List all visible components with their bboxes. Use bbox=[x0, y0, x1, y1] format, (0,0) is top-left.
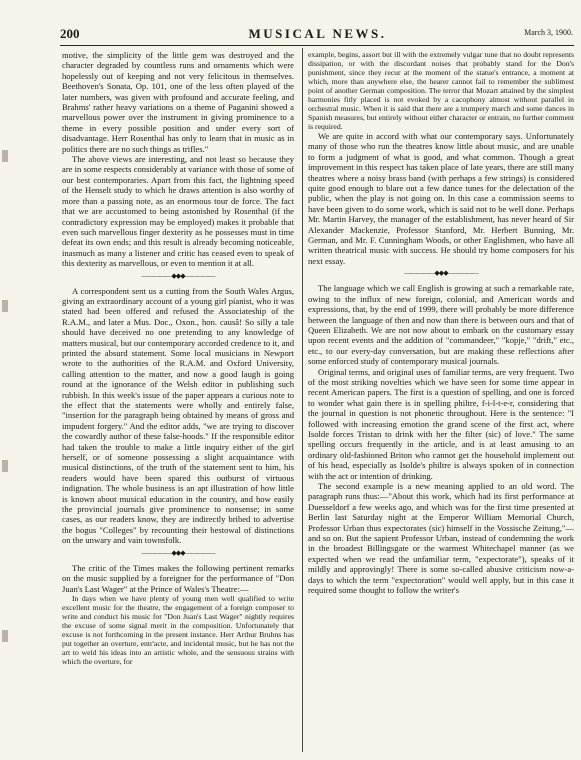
header-rule bbox=[60, 45, 574, 46]
right-column bbox=[308, 50, 574, 756]
paragraph: motive, the simplicity of the little gem was destroyed and the character degraded by countless runs and ornaments which were hopelessly out of keeping and not very felicitous in themselves. Beethoven's Sonata, Op. 101, one of the less often played of the later numbers, was given with profound and accurate feeling, and Brahms' rather heavy variations on a theme of Paganini showed a marvellous power over the instrument in giving prominence to a theme in every possible position and under every sort of disadvantage. Herr Rosenthal has only to learn that in music as in politics there are no such things as trifles." bbox=[62, 50, 294, 154]
section-ornament: —————◆◆◆————— bbox=[141, 271, 215, 280]
issue-date: March 3, 1900. bbox=[524, 28, 573, 37]
running-header bbox=[60, 26, 575, 42]
publication-title: MUSICAL NEWS. bbox=[248, 26, 387, 41]
left-column bbox=[62, 50, 294, 756]
binding-margin bbox=[2, 40, 10, 740]
paragraph: The language which we call English is growing at such a remarkable rate, owing to the influx of new foreign, colonial, and American words and expressions, that, by the end of 1999, there will probably be more difference between the language of then and now than there is between ours and that of Queen Elizabeth. We are not now about to embark on the customary essay upon recent events and the addition of "commandeer," "kopje," "drift," etc., etc., to our every-day conversation, but are making these reflections after some enforced study of contemporary musical journals. bbox=[308, 283, 574, 367]
section-ornament: —————◆◆◆————— bbox=[404, 269, 478, 278]
page-number: 200 bbox=[60, 26, 80, 41]
paragraph: The above views are interesting, and not least so because they are in some respects considerably at variance with those of some of our best contemporaries. Apart from this fact, the lightning speed of the Henselt study to which he draws attention is also worthy of more than a passing note, as an enormous tour de force. The fact that we are accustomed to being astonished by Rosenthal (if the contradictory expression may be employed) makes it probable that even such marvellous finger dexterity as he possesses must in time defeat its own ends; and this result is already becoming noticeable, inasmuch as many a listener and critic has ceased even to speak of this dexterity as marvellous, or even to mention it at all. bbox=[62, 154, 294, 269]
quoted-passage: In days when we have plenty of young men well qualified to write excellent music for the theatre, the engagement of a foreign composer to write and conduct his music for "Don Juan's Last Wager" nightly requires the excuse of some signal merit in the composition. Unfortunately that excuse is not forthcoming in the present instance. Herr Arthur Bruhns has put together an overture, entr'acte, and incidental music, but he has not the art to weld his ideas into an artistic whole, and the sensuous strains with which the overture, for bbox=[62, 593, 294, 666]
column-divider bbox=[302, 48, 303, 752]
paragraph: We are quite in accord with what our contemporary says. Unfortunately many of those who run the theatres know little about music, and are unable to form a judgment of what is good, and what common. Though a great improvement in this respect has taken place of late years, there are still many theatres where a noisy brass band (with perhaps a few strings) is considered quite good enough to blare out a few dance tunes for the delectation of the public, when the play is not going on. In this case a commission seems to have been given to do some work, which is said not to be well done. Perhaps Mr. Martin Harvey, the manager of the establishment, has never heard of Sir Alexander Mackenzie, Professor Stanford, Mr. Herbert Bunning, Mr. German, and Mr. F. Cunningham Woods, or other Englishmen, who have all written theatrical music with success. He should try home composers for his next essay. bbox=[308, 131, 574, 266]
quoted-passage: example, begins, assort but ill with the extremely vulgar tune that no doubt represents dissipation, or with the discordant noises that probably stand for the Don's punishment, since they recur at the moment of the statue's entrance, a moment at which, more than anywhere else, the hearer cannot fail to remember the sublimest point of another German composition. The terror that Mozart attained by the simplest harmonies fitly placed is not evoked by a cacophony almost without parallel in orchestral music. When it is said that there are a trumpery march and some dances in Spanish measures, but entirely without either character or entrain, no further comment is required. bbox=[308, 50, 574, 131]
paragraph: The second example is a new meaning applied to an old word. The paragraph runs thus:—"About this work, which had its first performance at Duesseldorf a few weeks ago, and which was for the first time presented at Berlin last Saturday night at the Emperor William Memorial Church, Professor Urban thus expectorates (sic) himself in the Vossische Zeitung,"—and so on. But the sapient Professor Urban, instead of condemning the work in the broadest Billingsgate or the warmest Whitechapel manner (as we expected when we read the unfamiliar term, "expectorate"), speaks of it mildly and approvingly! There is some so-called abusive criticism now-a-days to which the term "expectoration" would well apply, but in this case it required some thought to follow the writer's bbox=[308, 481, 574, 596]
paragraph: A correspondent sent us a cutting from the South Wales Argus, giving an extraordinary account of a young girl pianist, who it was stated had been offered and refused the Associateship of the R.A.M., and later a Mus. Doc., Oxon., hon. causâ! So silly a tale should have deceived no one pretending to any knowledge of matters musical, but our contemporary accorded credence to it, and printed the absurd statement. Some local musicians in Newport wrote to the authorities of the R.A.M. and Oxford University, calling attention to the matter, and now a good laugh is going round at the ignorance of the Welsh editor in publishing such rubbish. In this week's issue of the paper appears a curious note to the effect that the statements were wholly and entirely false, "insertion for the paragraph being obtained by means of gross and impudent forgery." And the editor adds, "we are trying to discover the cowardly author of these false-hoods." If the responsible editor had taken the trouble to make a little inquiry either of the girl herself, or of someone possessing a slight acquaintance with musical distinctions, of the truth of the statement sent to him, his readers would have been spared this outburst of virtuous indignation. The whole business is an apt illustration of how little is known about musical education in the country, and how easily the provincial journals give prominence to nonsense; in some cases, as our readers know, they are indirectly bribed to advertise the bogus "Colleges" by recounting their bestowal of distinctions on the unwary and vain townsfolk. bbox=[62, 285, 294, 546]
section-ornament: —————◆◆◆————— bbox=[141, 548, 215, 557]
paragraph: Original terms, and original uses of familiar terms, are very frequent. Two of the most striking novelties which we have seen for some time appear in recent American papers. The first is a question of spelling, and one is forced to wonder what gain there is in spelling philtre, f-i-l-t-e-r, considering that the journal in question is not phonetic throughout. Here is the sentence: "I followed with increasing emotion the grand scene of the first act, where Isolde forces Tristan to drink with her the filter (sic) of love." The same spelling occurs frequently in the article, and is at least amusing to an ordinary old-fashioned Briton who cannot get the household implement out of his head, especially as Isolde's philtre is always spoken of in connection with the act or intention of drinking. bbox=[308, 366, 574, 481]
paragraph: The critic of the Times makes the following pertinent remarks on the music supplied by a foreigner for the performance of "Don Juan's Last Wager" at the Prince of Wales's Theatre:— bbox=[62, 562, 294, 594]
